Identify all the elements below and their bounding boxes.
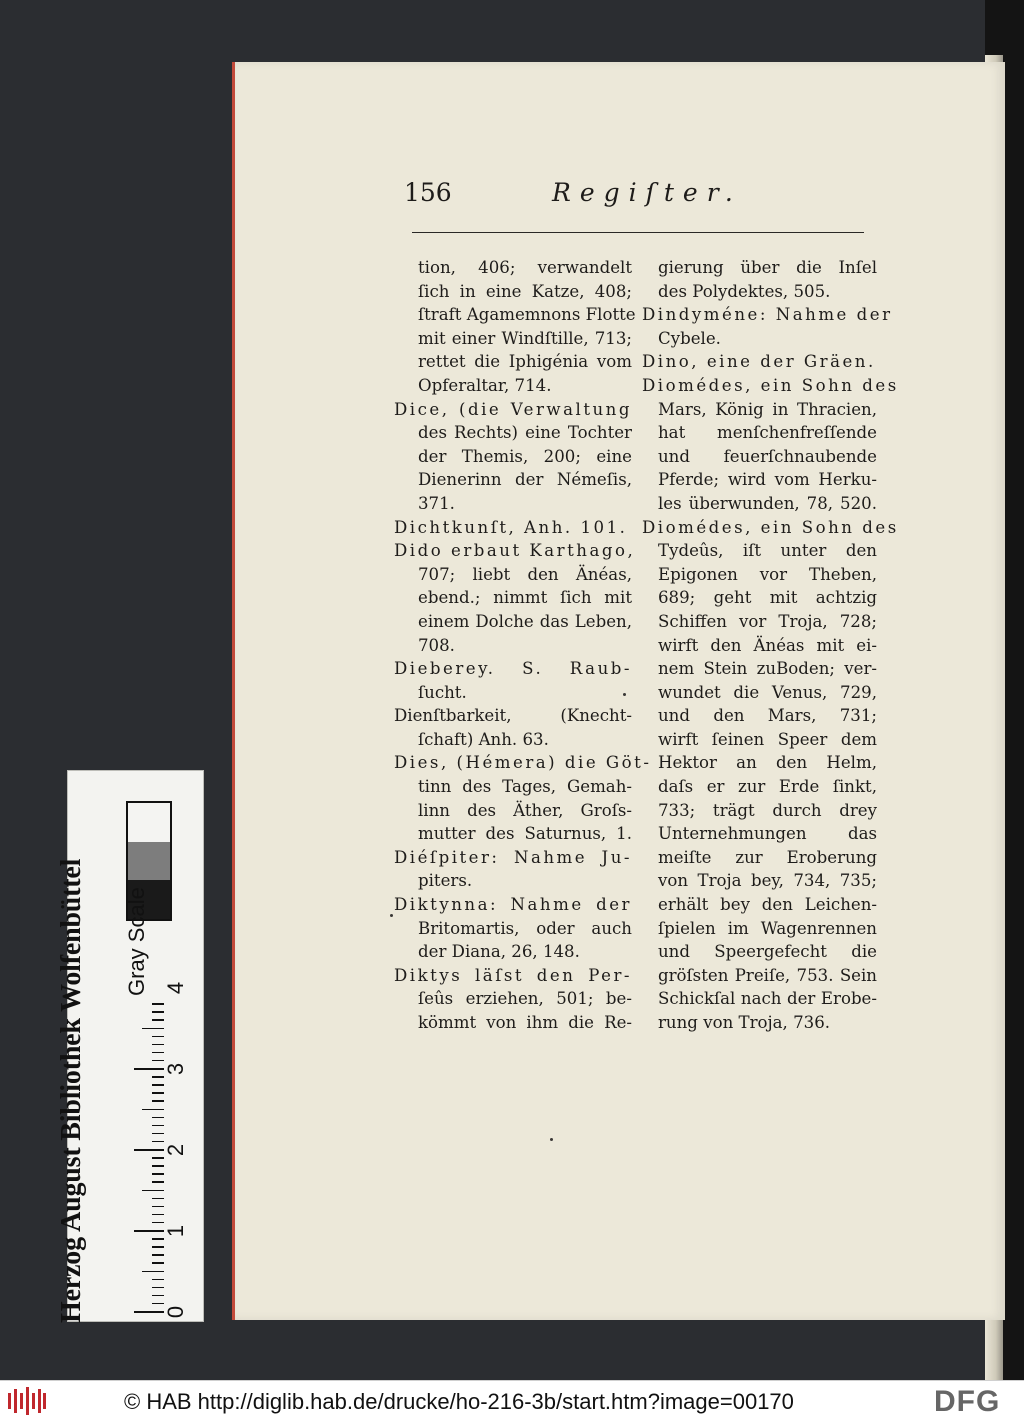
index-line: wirft den Änéas mit ei- (658, 635, 877, 655)
index-line: des Rechts) eine Tochter (418, 423, 632, 443)
index-line: Diéſpiter: Nahme Ju- (394, 847, 632, 867)
index-line: les überwunden, 78, 520. (658, 493, 877, 513)
ruler-tick (152, 1198, 164, 1200)
index-line: wundet die Venus, 729, (658, 682, 877, 702)
index-line: mutter des Saturnus, 1. (418, 824, 632, 844)
ruler-tick (152, 1173, 164, 1175)
ruler-tick (152, 1019, 164, 1021)
index-line: Dino, eine der Gräen. (642, 352, 876, 372)
index-column-right (642, 256, 899, 1035)
ruler-tick (152, 1092, 164, 1094)
head-rule (412, 232, 864, 233)
ruler-number: 4 (163, 981, 189, 995)
running-head (404, 178, 844, 212)
ruler-tick (152, 1036, 164, 1038)
ruler-tick (152, 1100, 164, 1102)
index-line: Dienſtbarkeit, (Knecht- (394, 706, 632, 726)
index-line: Schiffen vor Troja, 728; (658, 611, 877, 631)
ruler-tick (152, 1222, 164, 1224)
index-line: Opferaltar, 714. (418, 375, 552, 395)
index-line: Epigonen vor Theben, (658, 564, 877, 584)
ruler-tick (142, 1190, 164, 1192)
index-line: Tydeûs, iſt unter den (658, 541, 877, 561)
index-line: 708. (418, 635, 455, 655)
paper-speck (550, 1138, 553, 1141)
footer-url[interactable]: © HAB http://diglib.hab.de/drucke/ho-216-3b/start.htm?image=00170 (124, 1389, 794, 1414)
index-line: rung von Troja, 736. (658, 1013, 831, 1032)
ruler-tick (142, 1271, 164, 1273)
index-line: gierung über die Inſel (658, 258, 877, 277)
index-line: tinn des Tages, Gemah- (418, 777, 632, 797)
gray-patch-light (128, 803, 170, 842)
ruler-tick (134, 1311, 164, 1313)
index-line: tion, 406; verwandelt (418, 258, 632, 277)
index-line: wirft ſeinen Speer dem (658, 729, 877, 749)
ruler-number: 0 (163, 1305, 189, 1319)
index-line: Dido erbaut Karthago, (394, 541, 636, 561)
ruler-tick (152, 1084, 164, 1086)
ruler-tick (152, 1133, 164, 1135)
ruler-tick (152, 1157, 164, 1159)
index-line: Dieberey. S. Raub- (394, 659, 632, 679)
ruler-tick (134, 1149, 164, 1151)
ruler-tick (152, 1060, 164, 1062)
index-line: 371. (418, 493, 455, 513)
ruler-tick (152, 1117, 164, 1119)
ruler-tick (152, 1181, 164, 1183)
ruler-tick (152, 1303, 164, 1305)
index-line: ebend.; nimmt ſich mit (418, 588, 632, 608)
ruler-tick (152, 1279, 164, 1281)
index-line: Pferde; wird vom Herku- (658, 470, 877, 490)
ruler-tick (134, 1068, 164, 1070)
running-title: Regiſter. (552, 178, 742, 207)
ruler-tick (152, 1011, 164, 1013)
footer-bar (0, 1380, 1024, 1422)
ruler-tick (152, 1141, 164, 1143)
index-line: Dice, (die Verwaltung (394, 399, 632, 419)
ruler-number: 1 (163, 1224, 189, 1238)
dfg-logo: DFG (934, 1385, 1001, 1418)
ruler-number: 3 (163, 1062, 189, 1076)
index-line: und feuerſchnaubende (658, 446, 877, 466)
ruler-tick (152, 1044, 164, 1046)
ruler-tick (152, 1287, 164, 1289)
index-line: Diktys läſst den Per- (394, 965, 632, 985)
index-line: Dindyméne: Nahme der (642, 305, 893, 325)
gray-patch-mid (128, 842, 170, 881)
index-line: Cybele. (658, 328, 721, 348)
index-line: des Polydektes, 505. (658, 281, 831, 301)
ruler-tick (152, 1003, 164, 1005)
index-line: piters. (418, 871, 473, 891)
ruler-tick (152, 1206, 164, 1208)
hab-logo-icon (8, 1387, 46, 1415)
ruler-tick (152, 1076, 164, 1078)
paper-speck (390, 914, 393, 917)
index-line: linn des Äther, Groſs- (418, 800, 632, 820)
centimeter-ruler (122, 981, 189, 1321)
ruler-tick (152, 1052, 164, 1054)
index-line: nem Stein zuBoden; ver- (658, 659, 877, 679)
index-line: Mars, König in Thracien, (658, 399, 877, 419)
index-line: Unternehmungen das (658, 824, 877, 844)
index-line: meiſte zur Eroberung (658, 847, 877, 867)
index-line: kömmt von ihm die Re- (418, 1013, 632, 1032)
ruler-number: 2 (163, 1143, 189, 1157)
index-line: ſeûs erziehen, 501; be- (418, 989, 632, 1009)
index-line: 707; liebt den Änéas, (418, 564, 632, 584)
index-line: Dichtkunſt, Anh. 101. (394, 517, 628, 537)
index-line: Schickſal nach der Erobe- (658, 989, 877, 1009)
index-line: Diktynna: Nahme der (394, 895, 632, 915)
index-line: erhält bey den Leichen- (658, 895, 877, 915)
index-line: rettet die Iphigénia vom (418, 352, 632, 372)
ruler-tick (152, 1295, 164, 1297)
ruler-tick (142, 1109, 164, 1111)
index-line: und Speergefecht die (658, 942, 877, 962)
ruler-tick (152, 1125, 164, 1127)
color-scale-target: Herzog August Bibliothek Wolfenbüttel Gray Scale 0 1 2 3 4 (67, 770, 204, 1322)
index-line: 733; trägt durch drey (658, 800, 877, 820)
index-line: der Diana, 26, 148. (418, 942, 580, 962)
page-number: 156 (404, 178, 452, 207)
paper-speck (623, 693, 626, 696)
index-line: ſpielen im Wagenrennen (658, 918, 877, 938)
ruler-tick (134, 1230, 164, 1232)
index-line: und den Mars, 731; (658, 706, 877, 726)
index-line: der Themis, 200; eine (418, 446, 632, 466)
index-line: ſchaft) Anh. 63. (418, 729, 549, 749)
index-line: gröſsten Preiſe, 753. Sein (658, 965, 877, 985)
index-line: Diomédes, ein Sohn des (642, 375, 899, 395)
index-line: Britomartis, oder auch (418, 918, 632, 938)
index-line: Dies, (Hémera) die Göt- (394, 753, 652, 773)
ruler-tick (142, 1028, 164, 1030)
index-line: ſucht. (418, 682, 467, 702)
index-line: mit einer Windſtille, 713; (418, 328, 632, 348)
index-line: hat menſchenfreſſende (658, 423, 877, 443)
ruler-tick (152, 1262, 164, 1264)
ruler-tick (152, 1238, 164, 1240)
ruler-tick (152, 1254, 164, 1256)
index-line: Diomédes, ein Sohn des (642, 517, 899, 537)
index-line: einem Dolche das Leben, (418, 611, 632, 631)
ruler-tick (152, 1165, 164, 1167)
index-line: Hektor an den Helm, (658, 753, 877, 773)
index-line: von Troja bey, 734, 735; (658, 871, 877, 891)
index-line: Dienerinn der Némeſis, (418, 470, 632, 490)
index-line: 689; geht mit achtzig (658, 588, 877, 608)
ruler-tick (152, 1214, 164, 1216)
index-line: daſs er zur Erde ſinkt, (658, 777, 877, 797)
index-line: ſich in eine Katze, 408; (418, 281, 632, 301)
index-column-left (394, 256, 652, 1035)
index-line: ſtraft Agamemnons Flotte (418, 305, 636, 325)
ruler-tick (152, 1246, 164, 1248)
